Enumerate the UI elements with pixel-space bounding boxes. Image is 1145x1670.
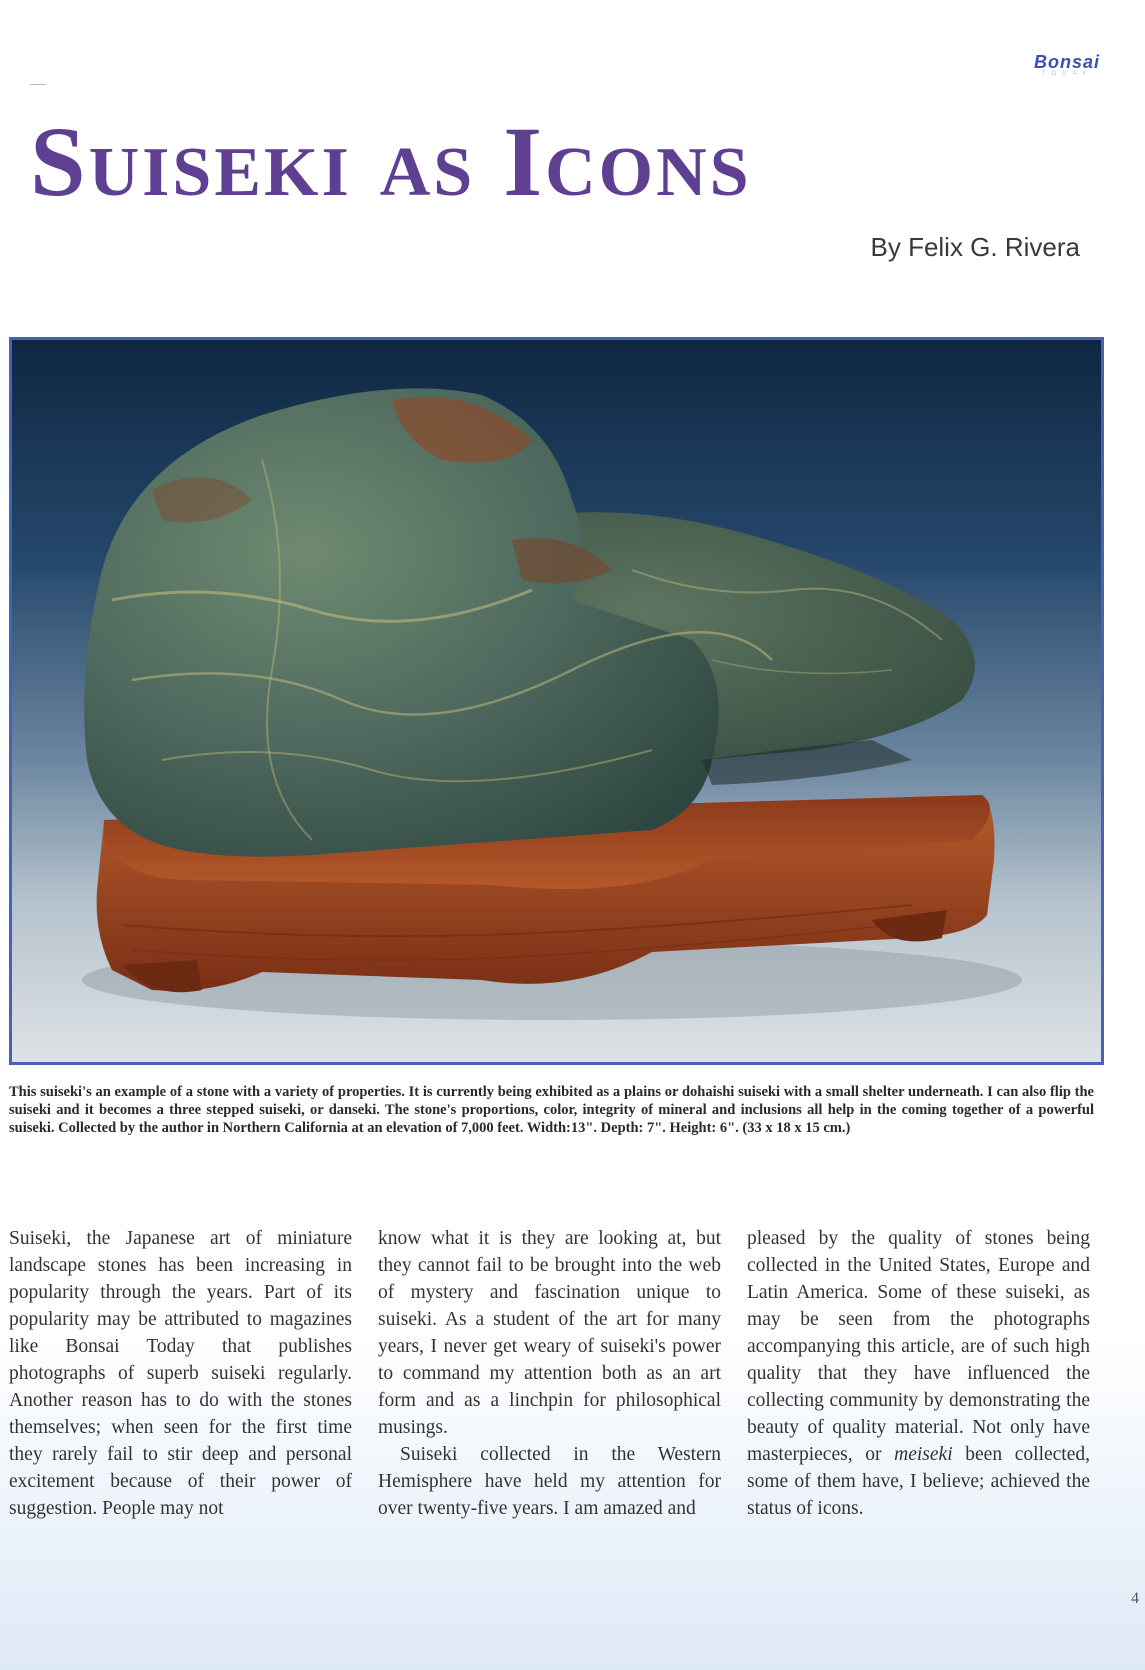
body-column-1: [9, 1225, 352, 1522]
suiseki-stone-illustration: [12, 340, 1101, 1062]
header-rule: [30, 84, 46, 85]
article-byline: By Felix G. Rivera: [870, 232, 1080, 262]
magazine-masthead: [1034, 52, 1100, 77]
magazine-brand-sub: TODAY: [1041, 71, 1093, 77]
body-paragraph: Suiseki collected in the Western Hemisphere have held my attention for over twenty-five years. I am amazed and: [378, 1444, 721, 1519]
photo-caption: This suiseki's an example of a stone with a variety of properties. It is currently being exhibited as a plains or dohaishi suiseki with a small shelter underneath. I can also flip the suiseki and it becomes a three stepped suiseki, or danseki. The stone's proportions, color, integrity of mineral and inclusions all help in the coming together of a powerful suiseki. Collected by the author in Northern California at an elevation of 7,000 feet. Width:13". Depth: 7". Height: 6". (33 x 18 x 15 cm.): [9, 1084, 1094, 1136]
body-emphasis: meiseki: [894, 1444, 953, 1465]
body-text: been collected, some of them have, I believe; achieved the status of icons.: [747, 1444, 1090, 1519]
body-paragraph: [747, 1225, 1090, 1522]
article-body: [9, 1225, 1094, 1522]
body-column-3: [747, 1225, 1090, 1522]
page-number: 4: [1131, 1590, 1139, 1607]
body-text: pleased by the quality of stones being collected in the United States, Europe and Latin America. Some of these suiseki, as may be seen from the photographs accompanying this article, are of such high quality that they have influenced the collecting community by demonstrating the beauty of quality material. Not only have masterpieces, or: [747, 1228, 1090, 1465]
body-paragraph: Suiseki, the Japanese art of miniature landscape stones has been increasing in popularity through the years. Part of its popularity may be attributed to magazines like Bonsai Today that publishes photographs of superb suiseki regularly. Another reason has to do with the stones themselves; when seen for the first time they rarely fail to stir deep and personal excitement because of their power of suggestion. People may not: [9, 1228, 352, 1519]
article-title: Suiseki as Icons: [30, 106, 752, 217]
body-column-2: [378, 1225, 721, 1522]
magazine-brand: Bonsai: [1033, 52, 1100, 72]
suiseki-photo: [9, 337, 1104, 1065]
body-paragraph: know what it is they are looking at, but they cannot fail to be brought into the web of mystery and fascination unique to suiseki. As a student of the art for many years, I never get weary of suiseki's power to command my attention both as an art form and as a linchpin for philosophical musings.: [378, 1228, 721, 1438]
